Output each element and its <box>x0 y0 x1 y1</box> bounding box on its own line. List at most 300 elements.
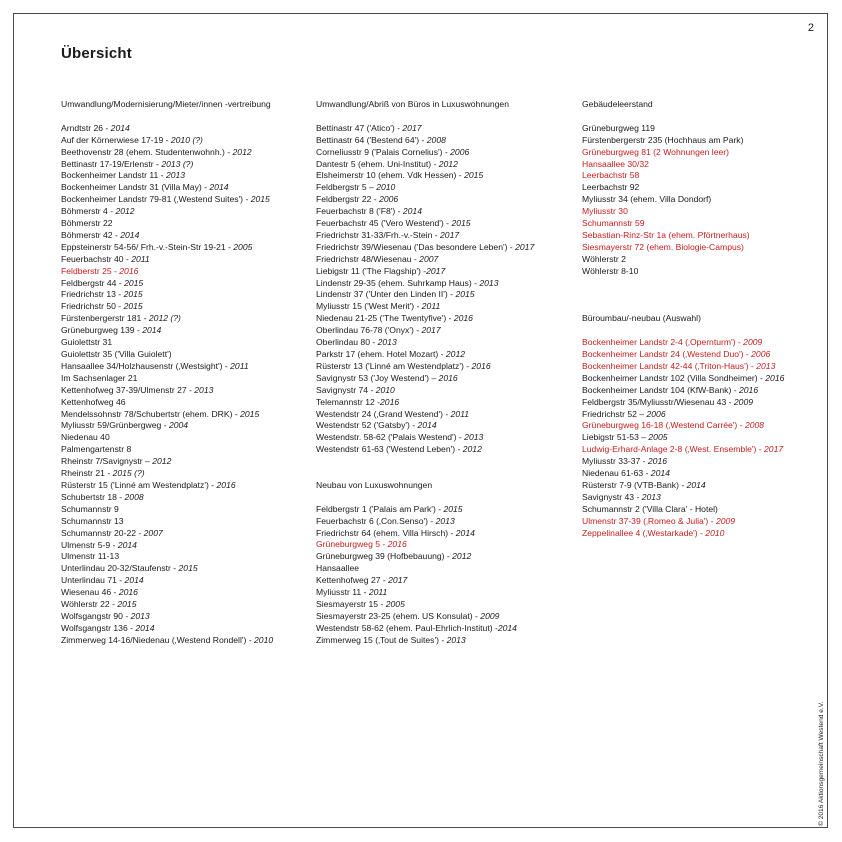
address-text: Feldbergstr 44 - <box>61 277 125 288</box>
list-item <box>61 444 301 456</box>
list-item <box>316 170 578 182</box>
address-text: Bockenheimer Landstr 79-81 (‚Westend Suites') - <box>61 194 251 205</box>
year-text: 2012 <box>462 444 482 455</box>
list-item <box>61 420 301 432</box>
year-text: 2016 <box>438 372 458 383</box>
list-item <box>316 373 578 385</box>
list-item <box>61 147 301 159</box>
list-item <box>582 468 822 480</box>
address-text: Unterlindau 71 - <box>61 575 125 586</box>
address-text: Westendstr. 58-62 ('Palais Westend') - <box>316 432 465 443</box>
list-item <box>61 361 301 373</box>
address-text: Beethovenstr 28 (ehem. Studentenwohnh.) - <box>61 146 233 157</box>
list-item <box>582 385 822 397</box>
year-text: 2006 <box>379 194 399 205</box>
year-text: 2014 <box>142 325 162 336</box>
list-item <box>316 385 578 397</box>
list-item <box>316 159 578 171</box>
list-item <box>316 325 578 337</box>
list-item <box>61 206 301 218</box>
year-text: 2014 <box>497 622 517 633</box>
column-leerstand <box>582 99 822 539</box>
list-item <box>582 373 822 385</box>
year-text: 2013 <box>130 610 150 621</box>
list-item <box>61 432 301 444</box>
address-text: Fürstenbergerstr 235 (Hochhaus am Park) <box>582 134 744 145</box>
address-text: Wiesenau 46 - <box>61 587 119 598</box>
list-item <box>316 218 578 230</box>
list-item <box>316 230 578 242</box>
address-text: Sebastian-Rinz-Str 1a (ehem. Pförtnerhaus) <box>582 229 750 240</box>
year-text: 2011 <box>368 587 388 598</box>
year-text: 2014 <box>417 420 437 431</box>
list-item <box>316 135 578 147</box>
address-text: Siesmayerstr 15 - <box>316 599 386 610</box>
list-item <box>61 278 301 290</box>
address-text: Feuerbachstr 8 ('F8') - <box>316 206 403 217</box>
address-text: Niedenau 21-25 ('The Twentyfive') - <box>316 313 454 324</box>
address-text: Böhmerstr 4 - <box>61 206 116 217</box>
year-text: 2016 <box>216 479 236 490</box>
year-text: 2009 <box>715 515 736 526</box>
year-text: 2013 <box>756 360 776 371</box>
section-heading-neubau: Neubau von Luxuswohnungen <box>316 479 433 490</box>
address-text: Friedrichstr 31-33/Frh.-v.-Stein - <box>316 229 441 240</box>
address-text: Zimmerweg 15 (‚Tout de Suites') - <box>316 634 447 645</box>
address-text: Schumannstr 59 <box>582 218 645 229</box>
address-text: Bettinastr 64 ('Bestend 64') - <box>316 134 427 145</box>
list-item <box>316 528 578 540</box>
address-text: Kettenhofweg 46 <box>61 396 126 407</box>
address-text: Wolfsgangstr 136 - <box>61 622 136 633</box>
year-text: 2014 <box>402 206 422 217</box>
year-text: 2015 <box>455 289 475 300</box>
address-text: Bockenheimer Landstr 102 (Villa Sondheimer) - <box>582 372 766 383</box>
address-text: Myliusstr 59/Grünbergweg - <box>61 420 169 431</box>
list-item <box>61 182 301 194</box>
year-text: 2013 <box>641 491 661 502</box>
list-item <box>316 313 578 325</box>
address-text: Mendelssohnstr 78/Schubertstr (ehem. DRK) - <box>61 408 241 419</box>
list-item <box>61 337 301 349</box>
list-item <box>61 301 301 313</box>
address-text: Ulmenstr 5-9 - <box>61 539 118 550</box>
list-item <box>582 409 822 421</box>
address-text: Niedenau 61-63 - <box>582 468 651 479</box>
year-text: 2015 <box>117 599 137 610</box>
address-text: Rüsterstr 7-9 (VTB-Bank) - <box>582 479 687 490</box>
year-text: 2014 <box>120 229 140 240</box>
address-text: Feuerbachstr 40 - <box>61 253 132 264</box>
year-text: 2011 <box>230 360 249 371</box>
year-text: 2016 <box>471 360 491 371</box>
address-text: Friedrichstr 48/Wiesenau - <box>316 253 420 264</box>
year-text: 2006 <box>751 348 771 359</box>
address-text: Myliusstr 34 (ehem. Villa Dondorf) <box>582 194 712 205</box>
year-text: 2017 <box>440 229 460 240</box>
address-text: Auf der Körnerwiese 17-19 - <box>61 134 171 145</box>
address-text: Siesmayerstr 72 (ehem. Biologie-Campus) <box>582 241 744 252</box>
list-item <box>582 480 822 492</box>
list-item <box>61 516 301 528</box>
list-item <box>582 254 822 266</box>
year-text: 2015 <box>250 194 270 205</box>
year-text: 2011 <box>421 301 441 312</box>
list-item <box>61 218 301 230</box>
year-text: 2010 (?) <box>170 134 203 145</box>
address-text: Liebigstr 51-53 – <box>582 432 649 443</box>
list-item <box>582 170 822 182</box>
list-item <box>61 385 301 397</box>
section-heading-buero-umwandlung: Umwandlung/Abriß von Büros in Luxuswohnungen <box>316 99 509 109</box>
address-text: Grüneburgweg 139 - <box>61 325 143 336</box>
list-item <box>61 468 301 480</box>
address-text: Arndtstr 26 - <box>61 122 111 133</box>
address-text: Hansaallee 30/32 <box>582 158 649 169</box>
list-item <box>316 194 578 206</box>
year-text: 2017 <box>515 241 535 252</box>
address-text: Im Sachsenlager 21 <box>61 372 138 383</box>
address-text: Leerbachstr 58 <box>582 170 640 181</box>
address-text: Bockenheimer Landstr 104 (KfW-Bank) - <box>582 384 739 395</box>
list-item <box>582 528 822 540</box>
address-text: Feldbergstr 5 – <box>316 182 377 193</box>
list-item <box>582 337 822 349</box>
year-text: 2005 <box>385 599 405 610</box>
year-text: 2016 <box>647 456 668 467</box>
year-text: 2008 <box>124 491 144 502</box>
address-text: Schumannstr 20-22 - <box>61 527 144 538</box>
year-text: 2009 <box>480 610 500 621</box>
list-item <box>316 182 578 194</box>
list-item <box>61 194 301 206</box>
list-item <box>582 182 822 194</box>
list-item <box>582 516 822 528</box>
address-text: Hansaallee <box>316 563 359 574</box>
address-text: Myliusstr 30 <box>582 206 628 217</box>
list-item <box>316 361 578 373</box>
address-text: Dantestr 5 (ehem. Uni-Institut) - <box>316 158 439 169</box>
list-item <box>61 325 301 337</box>
address-text: Schumannstr 2 ('Villa Clara' - Hotel) <box>582 503 718 514</box>
year-text: 2009 <box>743 337 763 348</box>
list-item <box>316 420 578 432</box>
year-text: 2013 <box>194 384 214 395</box>
year-text: 2014 <box>124 575 144 586</box>
list-item <box>316 504 578 516</box>
list-item <box>316 301 578 313</box>
list-item <box>61 242 301 254</box>
list-item <box>61 170 301 182</box>
year-text: 2017 <box>402 122 422 133</box>
year-text: 2013 <box>464 432 484 443</box>
year-text: 2014 <box>110 122 130 133</box>
list-item <box>582 218 822 230</box>
year-text: 2014 <box>650 468 670 479</box>
year-text: 2014 <box>455 527 475 538</box>
address-text: Leerbachstr 92 <box>582 182 640 193</box>
list-item <box>316 254 578 266</box>
year-text: 2016 <box>765 372 785 383</box>
address-text: Schumannstr 13 <box>61 515 124 526</box>
list-item <box>582 230 822 242</box>
address-text: Grüneburgweg 119 <box>582 122 655 133</box>
list-item <box>316 397 578 409</box>
list-item <box>582 159 822 171</box>
year-text: 2007 <box>419 253 439 264</box>
year-text: 2007 <box>143 527 163 538</box>
list-item <box>316 551 578 563</box>
address-text: Feuerbachstr 45 ('Vero Westend') - <box>316 218 452 229</box>
address-text: Böhmerstr 42 - <box>61 229 121 240</box>
year-text: 2017 <box>764 444 784 455</box>
list-item <box>316 147 578 159</box>
address-text: Lindenstr 37 ('Unter den Linden II') - <box>316 289 456 300</box>
year-text: 2017 <box>426 265 446 276</box>
address-text: Bockenheimer Landstr 11 - <box>61 170 166 181</box>
address-text: Westendstr 61-63 ('Westend Leben') - <box>316 444 463 455</box>
section-heading-leerstand: Gebäudeleerstand <box>582 99 653 109</box>
year-text: 2016 <box>380 396 400 407</box>
list-item <box>582 504 822 516</box>
list-item <box>61 289 301 301</box>
list-item <box>61 254 301 266</box>
list-item <box>61 587 301 599</box>
section-heading-umwandlung: Umwandlung/Modernisierung/Mieter/innen -vertreibung <box>61 99 271 109</box>
year-text: 2014 <box>135 622 155 633</box>
address-text: Rheinstr 7/Savignystr – <box>61 456 153 467</box>
year-text: 2005 <box>233 241 253 252</box>
address-text: Corneliusstr 9 ('Palais Cornelius') - <box>316 146 451 157</box>
list-item <box>316 611 578 623</box>
list-neubau <box>316 504 578 647</box>
list-item <box>61 230 301 242</box>
copyright-note: © 2016 Aktionsgemeinschaft Westend e.V. <box>818 701 825 826</box>
column-buero-umwandlung <box>316 99 578 647</box>
address-text: Wöhlerstr 2 <box>582 253 626 264</box>
year-text: 2010 <box>254 634 274 645</box>
list-item <box>316 409 578 421</box>
list-item <box>582 444 822 456</box>
list-item <box>316 599 578 611</box>
list-item <box>582 397 822 409</box>
list-item <box>61 575 301 587</box>
list-item <box>316 266 578 278</box>
address-text: Guiolettstr 35 ('Villa Guiolett') <box>61 349 172 360</box>
year-text: 2013 <box>446 634 466 645</box>
year-text: 2016 <box>119 265 139 276</box>
year-text: 2010 <box>376 182 396 193</box>
address-text: Savignystr 43 - <box>582 491 642 502</box>
year-text: 2015 <box>124 277 144 288</box>
address-text: Westendstr 52 ('Gatsby') - <box>316 420 418 431</box>
address-text: Zimmerweg 14-16/Niedenau (‚Westend Rondell') - <box>61 634 255 645</box>
address-text: Siesmayerstr 23-25 (ehem. US Konsulat) - <box>316 610 481 621</box>
year-text: 2008 <box>744 420 765 431</box>
list-item <box>316 516 578 528</box>
year-text: 2016 <box>387 539 407 550</box>
list-item <box>316 206 578 218</box>
address-text: Feldbergstr 1 ('Palais am Park') - <box>316 503 444 514</box>
list-item <box>316 444 578 456</box>
list-item <box>61 635 301 647</box>
list-item <box>582 266 822 278</box>
address-text: Feuerbachstr 6 (‚Con.Senso') - <box>316 515 436 526</box>
year-text: 2015 <box>240 408 260 419</box>
list-item <box>582 349 822 361</box>
address-text: Böhmerstr 22 <box>61 218 113 229</box>
address-text: Parkstr 17 (ehem. Hotel Mozart) - <box>316 349 446 360</box>
list-item <box>316 242 578 254</box>
address-text: Kettenhofweg 37-39/Ulmenstr 27 - <box>61 384 195 395</box>
year-text: 2011 <box>131 253 150 264</box>
list-item <box>61 123 301 135</box>
list-item <box>61 373 301 385</box>
year-text: 2009 <box>733 396 754 407</box>
list-item <box>316 123 578 135</box>
year-text: 2015 <box>464 170 484 181</box>
address-text: Schumannstr 9 <box>61 503 119 514</box>
list-item <box>582 123 822 135</box>
address-text: Liebigstr 11 ('The Flagship') - <box>316 265 427 276</box>
year-text: 2014 <box>117 539 137 550</box>
year-text: 2012 <box>445 349 466 360</box>
year-text: 2014 <box>209 182 229 193</box>
address-text: Grüneburgweg 39 (Hofbebauung) - <box>316 551 453 562</box>
year-text: 2015 <box>443 503 463 514</box>
list-item <box>61 480 301 492</box>
address-text: Grüneburgweg 5 - <box>316 539 388 550</box>
address-text: Wöhlerstr 8-10 <box>582 265 639 276</box>
list-item <box>582 242 822 254</box>
page-title: Übersicht <box>61 45 132 62</box>
address-text: Feldbergstr 35/Myliusstr/Wiesenau 43 - <box>582 396 734 407</box>
address-text: Friedrichstr 64 (ehem. Villa Hirsch) - <box>316 527 456 538</box>
year-text: 2017 <box>421 325 441 336</box>
list-buero-umwandlung <box>316 123 578 456</box>
list-item <box>61 135 301 147</box>
list-item <box>316 289 578 301</box>
year-text: 2008 <box>426 134 446 145</box>
address-text: Friedrichstr 52 – <box>582 408 647 419</box>
address-text: Bettinastr 17-19/Erlenstr - <box>61 158 162 169</box>
list-item <box>316 563 578 575</box>
year-text: 2013 <box>435 515 455 526</box>
year-text: 2015 <box>123 289 143 300</box>
year-text: 2015 <box>178 563 198 574</box>
address-text: Rüsterstr 13 ('Linné am Westendplatz') - <box>316 360 472 371</box>
list-item <box>61 492 301 504</box>
list-item <box>582 456 822 468</box>
address-text: Ulmenstr 11-13 <box>61 551 120 562</box>
list-item <box>316 278 578 290</box>
address-text: Bockenheimer Landstr 24 (‚Westend Duo') - <box>582 348 752 359</box>
list-item <box>61 313 301 325</box>
list-item <box>61 266 301 278</box>
address-text: Rheinstr 21 - <box>61 468 113 479</box>
year-text: 2013 <box>377 337 397 348</box>
address-text: Niedenau 40 <box>61 432 110 443</box>
address-text: Bockenheimer Landstr 42-44 (‚Triton-Haus') - <box>582 360 757 371</box>
address-text: Eppsteinerstr 54-56/ Frh.-v.-Stein-Str 19-21 - <box>61 241 234 252</box>
list-item <box>316 575 578 587</box>
address-text: Myliusstr 11 - <box>316 587 369 598</box>
address-text: Myliusstr 15 ('West Merit') - <box>316 301 422 312</box>
list-umwandlung <box>61 123 301 647</box>
address-text: Oberlindau 80 - <box>316 337 378 348</box>
year-text: 2012 <box>152 456 172 467</box>
year-text: 2016 <box>738 384 759 395</box>
list-item <box>582 135 822 147</box>
year-text: 2005 <box>648 432 668 443</box>
address-text: Unterlindau 20-32/Staufenstr - <box>61 563 179 574</box>
list-item <box>582 420 822 432</box>
address-text: Fürstenbergerstr 181 - <box>61 313 149 324</box>
address-text: Friedrichstr 50 - <box>61 301 124 312</box>
year-text: 2014 <box>686 479 706 490</box>
list-item <box>61 540 301 552</box>
address-text: Savignystr 53 ('Joy Westend') – <box>316 372 439 383</box>
year-text: 2010 <box>375 384 395 395</box>
list-item <box>61 563 301 575</box>
year-text: 2012 <box>438 158 458 169</box>
list-item <box>582 194 822 206</box>
address-text: Wolfsgangstr 90 - <box>61 610 131 621</box>
address-text: Bockenheimer Landstr 2-4 (‚Opernturm') - <box>582 337 744 348</box>
year-text: 2015 <box>451 218 471 229</box>
year-text: 2010 <box>705 527 725 538</box>
year-text: 2011 <box>450 408 470 419</box>
year-text: 2015 (?) <box>112 468 145 479</box>
address-text: Friedrichstr 39/Wiesenau ('Das besondere Leben') - <box>316 241 516 252</box>
list-item <box>61 159 301 171</box>
year-text: 2006 <box>450 146 470 157</box>
list-item <box>582 206 822 218</box>
list-item <box>316 587 578 599</box>
list-item <box>61 611 301 623</box>
year-text: 2016 <box>453 313 473 324</box>
address-text: Ludwig-Erhard-Anlage 2-8 (‚West. Ensemble') - <box>582 444 765 455</box>
list-item <box>61 623 301 635</box>
year-text: 2013 <box>479 277 499 288</box>
address-text: Elsheimerstr 10 (ehem. Vdk Hessen) - <box>316 170 465 181</box>
year-text: 2013 <box>165 170 186 181</box>
list-bueroumbau <box>582 337 822 539</box>
address-text: Lindenstr 29-35 (ehem. Suhrkamp Haus) - <box>316 277 480 288</box>
address-text: Myliusstr 33-37 - <box>582 456 648 467</box>
address-text: Feldbergstr 22 - <box>316 194 380 205</box>
list-item <box>61 456 301 468</box>
year-text: 2004 <box>168 420 189 431</box>
list-item <box>61 504 301 516</box>
year-text: 2017 <box>388 575 408 586</box>
address-text: Guiolettstr 31 <box>61 337 113 348</box>
list-item <box>316 432 578 444</box>
address-text: Friedrichstr 13 - <box>61 289 124 300</box>
address-text: Rüsterstr 15 ('Linné am Westendplatz') - <box>61 479 217 490</box>
list-item <box>316 337 578 349</box>
list-item <box>61 599 301 611</box>
address-text: Zeppelinallee 4 (‚Westarkade') - <box>582 527 706 538</box>
address-text: Telemannstr 12 - <box>316 396 381 407</box>
address-text: Kettenhofweg 27 - <box>316 575 389 586</box>
address-text: Savignystr 74 - <box>316 384 376 395</box>
list-item <box>582 361 822 373</box>
address-text: Schubertstr 18 - <box>61 491 125 502</box>
address-text: Westendstr 58-62 (ehem. Paul-Ehrlich-Institut) - <box>316 622 498 633</box>
year-text: 2016 <box>118 587 138 598</box>
list-item <box>61 528 301 540</box>
